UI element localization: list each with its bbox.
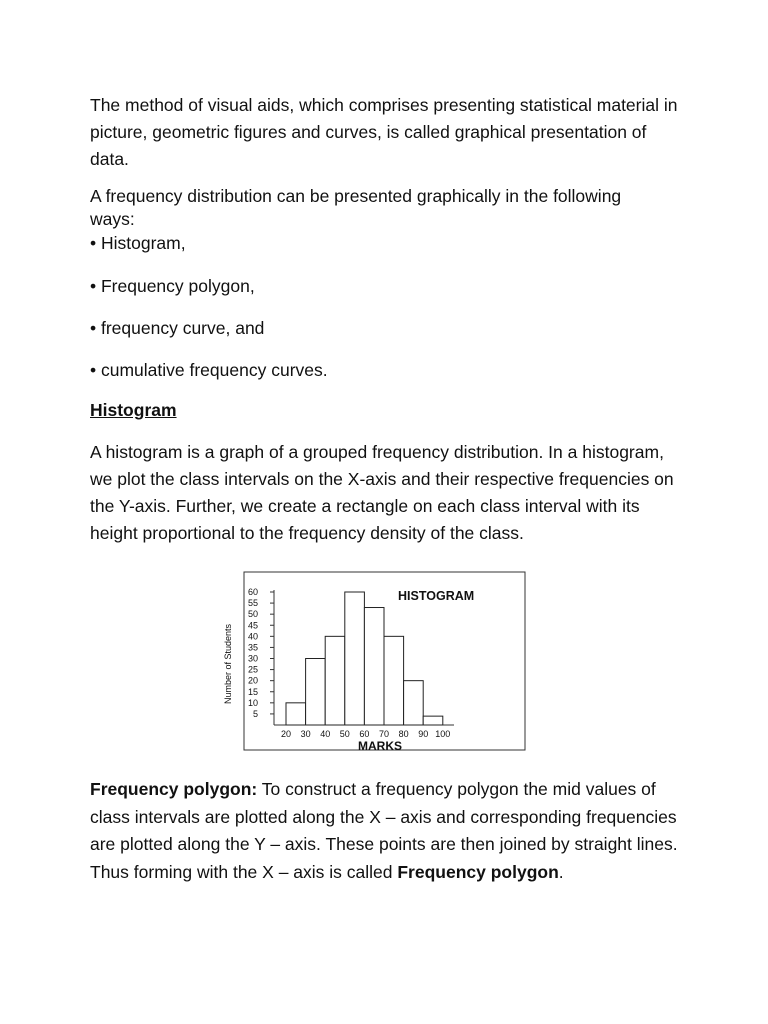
histogram-svg	[218, 570, 530, 758]
histogram-paragraph: A histogram is a graph of a grouped frequency distribution. In a histogram, we plot the class intervals on the X-axis and their respective frequencies on the Y-axis. Further, we create a rectangle on each class interval with its height proportional to the frequency density of the class.	[90, 442, 674, 543]
histogram-bar	[345, 592, 365, 725]
y-tick-label: 15	[247, 686, 258, 697]
y-tick-label: 60	[247, 587, 258, 597]
y-tick-label: 5	[252, 708, 258, 719]
histogram-chart	[218, 570, 530, 758]
x-tick-label: 80	[398, 729, 409, 739]
document-body	[90, 92, 690, 547]
x-tick-label: 20	[280, 729, 292, 739]
x-tick-label: 100	[435, 729, 451, 739]
bar-group	[286, 592, 443, 725]
y-tick-label: 45	[247, 620, 258, 631]
y-tick-label: 55	[247, 598, 258, 609]
bullet-frequency-polygon: • Frequency polygon,	[90, 276, 255, 296]
bullet-cumulative-frequency-curves: • cumulative frequency curves.	[90, 360, 328, 380]
ways-lead-line-1: A frequency distribution can be presented graphically in the following	[90, 186, 622, 206]
ways-lead-line-2: ways:	[90, 209, 135, 229]
frequency-polygon-paragraph	[90, 776, 690, 886]
histogram-bar	[286, 703, 306, 725]
x-tick-label: 70	[378, 729, 390, 739]
frequency-polygon-label: Frequency polygon:	[90, 779, 258, 799]
x-tick-label: 60	[359, 729, 370, 739]
intro-paragraph: The method of visual aids, which comprises presenting statistical material in picture, geometric figures and curves, is called graphical presentation of data.	[90, 95, 678, 169]
y-tick-label: 35	[247, 642, 258, 653]
histogram-bar	[364, 608, 384, 725]
frequency-polygon-term: Frequency polygon	[397, 861, 559, 882]
y-tick-label: 20	[247, 675, 258, 686]
frequency-polygon-text: To construct a frequency polygon the mid values of class intervals are plotted along the X – axis and corresponding frequencies are plotted along the Y – axis. These points are then joined by straight lines. Thus forming with the X – axis is called	[90, 779, 678, 882]
histogram-bar	[404, 681, 424, 725]
y-tick-label: 10	[247, 697, 258, 708]
y-tick-label: 30	[247, 653, 258, 664]
bullet-histogram: • Histogram,	[90, 233, 186, 253]
histogram-bar	[423, 716, 443, 725]
histogram-bar	[384, 636, 404, 725]
x-tick-group	[281, 729, 450, 739]
chart-title: HISTOGRAM	[398, 589, 475, 603]
y-tick-label: 50	[247, 609, 258, 620]
y-tick-label: 25	[247, 664, 258, 675]
y-axis-label: Number of Students	[223, 623, 233, 704]
bullet-frequency-curve: • frequency curve, and	[90, 318, 265, 338]
x-axis-label: MARKS	[358, 739, 402, 753]
histogram-heading: Histogram	[90, 400, 177, 420]
x-tick-label: 50	[339, 729, 350, 739]
histogram-bar	[325, 636, 345, 725]
frequency-polygon-end: .	[558, 861, 564, 882]
x-tick-label: 40	[320, 729, 331, 739]
x-tick-label: 30	[300, 729, 311, 739]
y-tick-label: 40	[247, 631, 258, 642]
histogram-bar	[306, 659, 326, 726]
x-tick-label: 90	[418, 729, 429, 739]
y-tick-group	[248, 587, 274, 719]
